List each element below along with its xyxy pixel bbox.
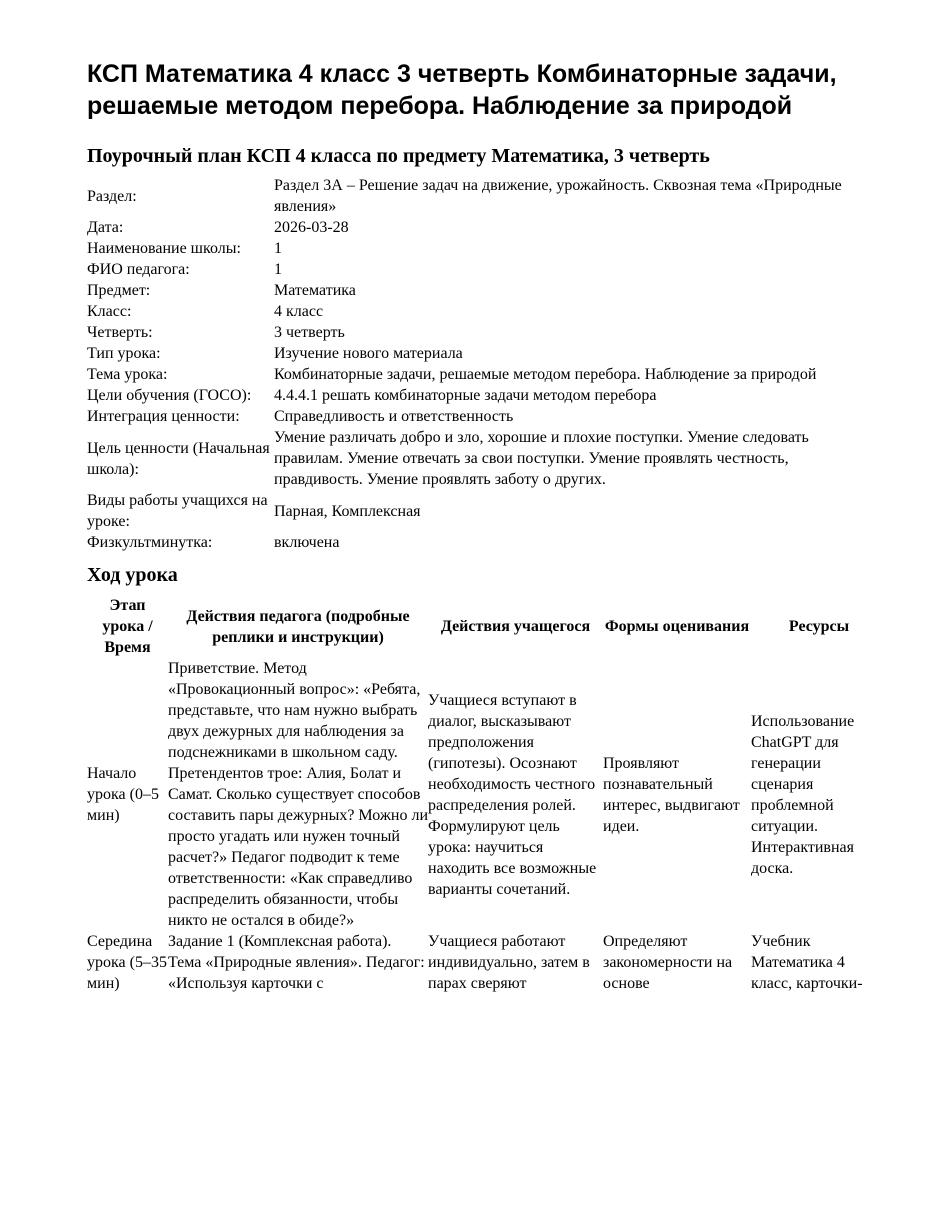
info-row <box>87 259 874 280</box>
info-value: Изучение нового материала <box>274 345 463 362</box>
teacher-actions-cell: Задание 1 (Комплексная работа). Тема «Природные явления». Педагог: «Используя карточки с <box>168 933 425 992</box>
info-label: Интеграция ценности: <box>87 408 240 425</box>
student-actions-cell: Учащиеся работают индивидуально, затем в парах сверяют <box>428 933 590 992</box>
info-value: Комбинаторные задачи, решаемые методом перебора. Наблюдение за природой <box>274 366 817 383</box>
info-label: Физкультминутка: <box>87 534 213 551</box>
info-value: 3 четверть <box>274 324 345 341</box>
info-row <box>87 217 874 238</box>
info-row <box>87 490 874 532</box>
lesson-plan-table <box>87 595 887 994</box>
info-row <box>87 301 874 322</box>
lesson-info-table <box>87 175 874 553</box>
info-label: ФИО педагога: <box>87 261 190 278</box>
info-label: Класс: <box>87 303 132 320</box>
stage-cell: Середина урока (5–35 мин) <box>87 933 167 992</box>
info-value: 1 <box>274 240 282 257</box>
resources-cell: Учебник Математика 4 класс, карточки- <box>751 933 863 992</box>
info-value: Раздел 3А – Решение задач на движение, урожайность. Сквозная тема «Природные явления» <box>274 177 842 215</box>
plan-row <box>87 658 887 931</box>
info-label: Предмет: <box>87 282 151 299</box>
info-label: Раздел: <box>87 187 137 205</box>
info-value: Математика <box>274 282 356 299</box>
info-label: Цель ценности (Начальная школа): <box>87 439 270 478</box>
info-row <box>87 175 874 217</box>
info-label: Тип урока: <box>87 345 161 362</box>
assessment-cell: Проявляют познавательный интерес, выдвигают идеи. <box>603 754 740 835</box>
info-row <box>87 280 874 301</box>
info-value: Умение различать добро и зло, хорошие и плохие поступки. Умение следовать правилам. Умение отвечать за свои поступки. Умение проявлять честность, правдивость. Умение проявлять заботу о других. <box>274 429 809 488</box>
teacher-actions-cell: Приветствие. Метод «Провокационный вопрос»: «Ребята, представьте, что нам нужно выбрать двух дежурных для наблюдения за подснежниками в школьном саду. Претендентов трое: Алия, Болат и Самат. Сколько существует способов составить пары дежурных? Можно ли просто угадать или нужен точный расчет?» Педагог подводит к теме ответственности: «Как справедливо распределить обязанности, чтобы никто не остался в обиде?» <box>168 660 429 929</box>
info-row <box>87 364 874 385</box>
section-title: Ход урока <box>87 564 178 586</box>
info-label: Виды работы учащихся на уроке: <box>87 492 268 530</box>
info-value: Справедливость и ответственность <box>274 408 514 425</box>
document-subtitle: Поурочный план КСП 4 класса по предмету Математика, 3 четверть <box>87 145 710 167</box>
info-row <box>87 406 874 427</box>
plan-row <box>87 931 887 994</box>
info-row <box>87 385 874 406</box>
info-label: Дата: <box>87 219 124 236</box>
info-value: 2026-03-28 <box>274 219 349 236</box>
student-actions-cell: Учащиеся вступают в диалог, высказывают предположения (гипотезы). Осознают необходимость честного распределения ролей. Формулируют цель урока: научиться находить все возможные варианты сочетаний. <box>428 691 597 898</box>
info-value: Парная, Комплексная <box>274 502 421 520</box>
plan-header-assessment: Формы оценивания <box>604 618 750 635</box>
info-row <box>87 238 874 259</box>
info-label: Тема урока: <box>87 366 168 383</box>
plan-header-teacher: Действия педагога (подробные реплики и инструкции) <box>186 607 410 646</box>
info-row <box>87 322 874 343</box>
assessment-cell: Определяют закономерности на основе <box>603 933 733 992</box>
plan-header-resources: Ресурсы <box>788 618 850 635</box>
info-value: включена <box>274 534 340 551</box>
info-label: Наименование школы: <box>87 240 241 257</box>
stage-cell: Начало урока (0–5 мин) <box>87 765 159 824</box>
document-title: КСП Математика 4 класс 3 четверть Комбинаторные задачи, решаемые методом перебора. Наблюдение за природой <box>87 60 837 120</box>
document-page <box>87 58 887 994</box>
info-row <box>87 427 874 490</box>
info-row <box>87 343 874 364</box>
info-label: Четверть: <box>87 324 153 341</box>
plan-header-row <box>87 595 887 658</box>
info-label: Цели обучения (ГОСО): <box>87 387 252 404</box>
info-value: 4.4.4.1 решать комбинаторные задачи методом перебора <box>274 387 657 404</box>
plan-header-student: Действия учащегося <box>440 618 591 635</box>
info-value: 4 класс <box>274 303 324 320</box>
info-row <box>87 532 874 553</box>
plan-header-stage: Этап урока / Время <box>102 597 153 656</box>
resources-cell: Использование ChatGPT для генерации сценария проблемной ситуации. Интерактивная доска. <box>751 712 855 877</box>
info-value: 1 <box>274 261 282 278</box>
